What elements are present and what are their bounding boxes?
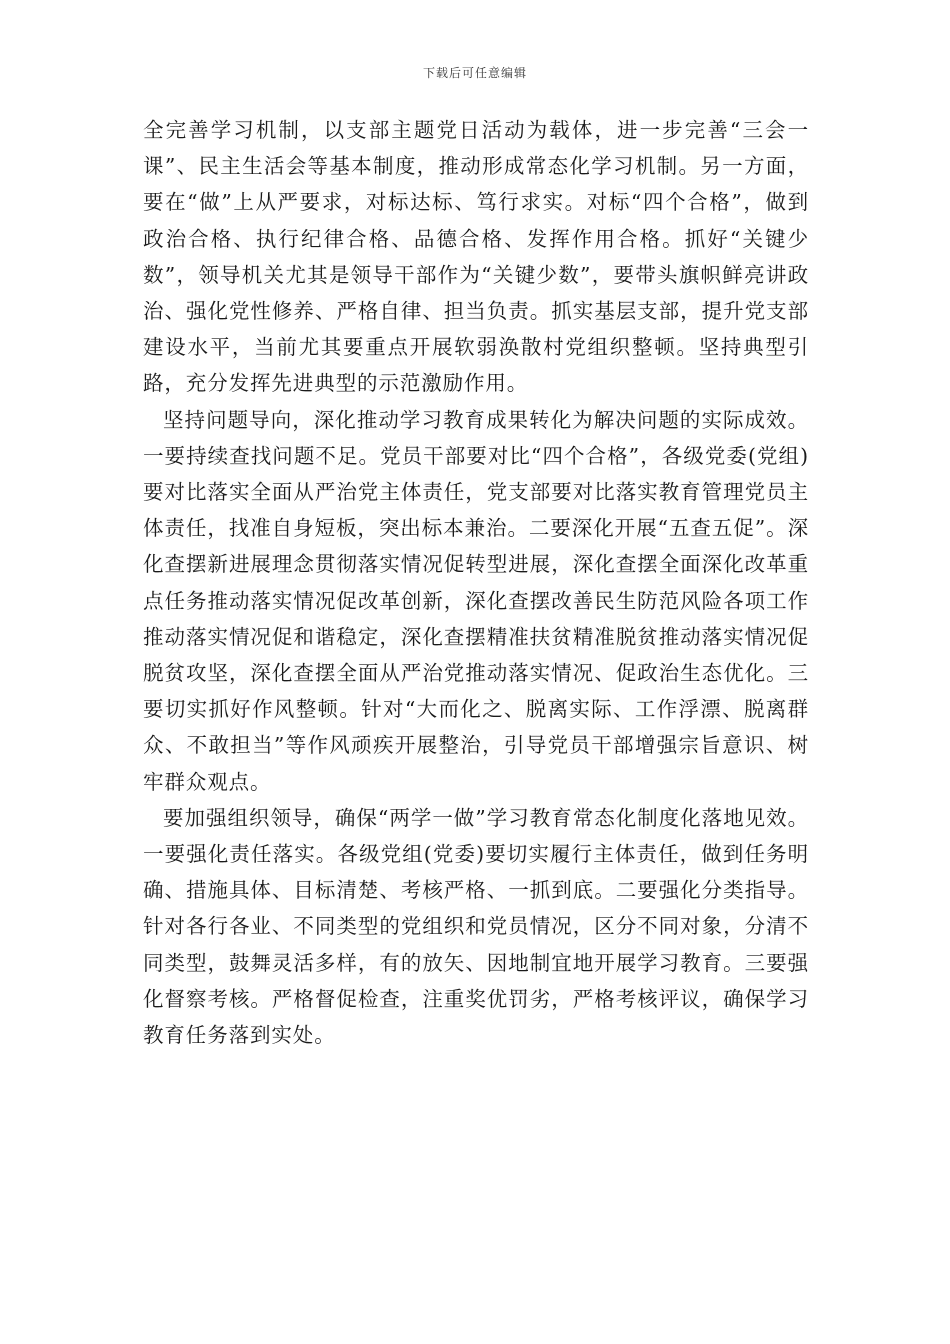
document-body (143, 112, 809, 1053)
paragraph-organizational-leadership: 要加强组织领导，确保“两学一做”学习教育常态化制度化落地见效。一要强化责任落实。各级党组(党委)要切实履行主体责任，做到任务明确、措施具体、目标清楚、考核严格、一抓到底。二要强化分类指导。针对各行各业、不同类型的党组织和党员情况，区分不同对象，分清不同类型，鼓舞灵活多样，有的放矢、因地制宜地开展学习教育。三要强化督察考核。严格督促检查，注重奖优罚劣，严格考核评议，确保学习教育任务落到实处。 (143, 805, 809, 1048)
paragraph-continued: 全完善学习机制，以支部主题党日活动为载体，进一步完善“三会一课”、民主生活会等基本制度，推动形成常态化学习机制。另一方面，要在“做”上从严要求，对标达标、笃行求实。对标“四个合格”，做到政治合格、执行纪律合格、品德合格、发挥作用合格。抓好“关键少数”，领导机关尤其是领导干部作为“关键少数”，要带头旗帜鲜亮讲政治、强化党性修养、严格自律、担当负责。抓实基层支部，提升党支部建设水平，当前尤其要重点开展软弱涣散村党组织整顿。坚持典型引路，充分发挥先进典型的示范激励作用。 (143, 118, 809, 396)
page-header-note: 下载后可任意编辑 (422, 66, 527, 80)
paragraph-problem-orientation: 坚持问题导向，深化推动学习教育成果转化为解决问题的实际成效。一要持续查找问题不足。党员干部要对比“四个合格”，各级党委(党组)要对比落实全面从严治党主体责任，党支部要对比落实教育管理党员主体责任，找准自身短板，突出标本兼治。二要深化开展“五查五促”。深化查摆新进展理念贯彻落实情况促转型进展，深化查摆全面深化改革重点任务推动落实情况促改革创新，深化查摆改善民生防范风险各项工作推动落实情况促和谐稳定，深化查摆精准扶贫精准脱贫推动落实情况促脱贫攻坚，深化查摆全面从严治党推动落实情况、促政治生态优化。三要切实抓好作风整顿。针对“大而化之、脱离实际、工作浮漂、脱离群众、不敢担当”等作风顽疾开展整治，引导党员干部增强宗旨意识、树牢群众观点。 (143, 407, 809, 794)
